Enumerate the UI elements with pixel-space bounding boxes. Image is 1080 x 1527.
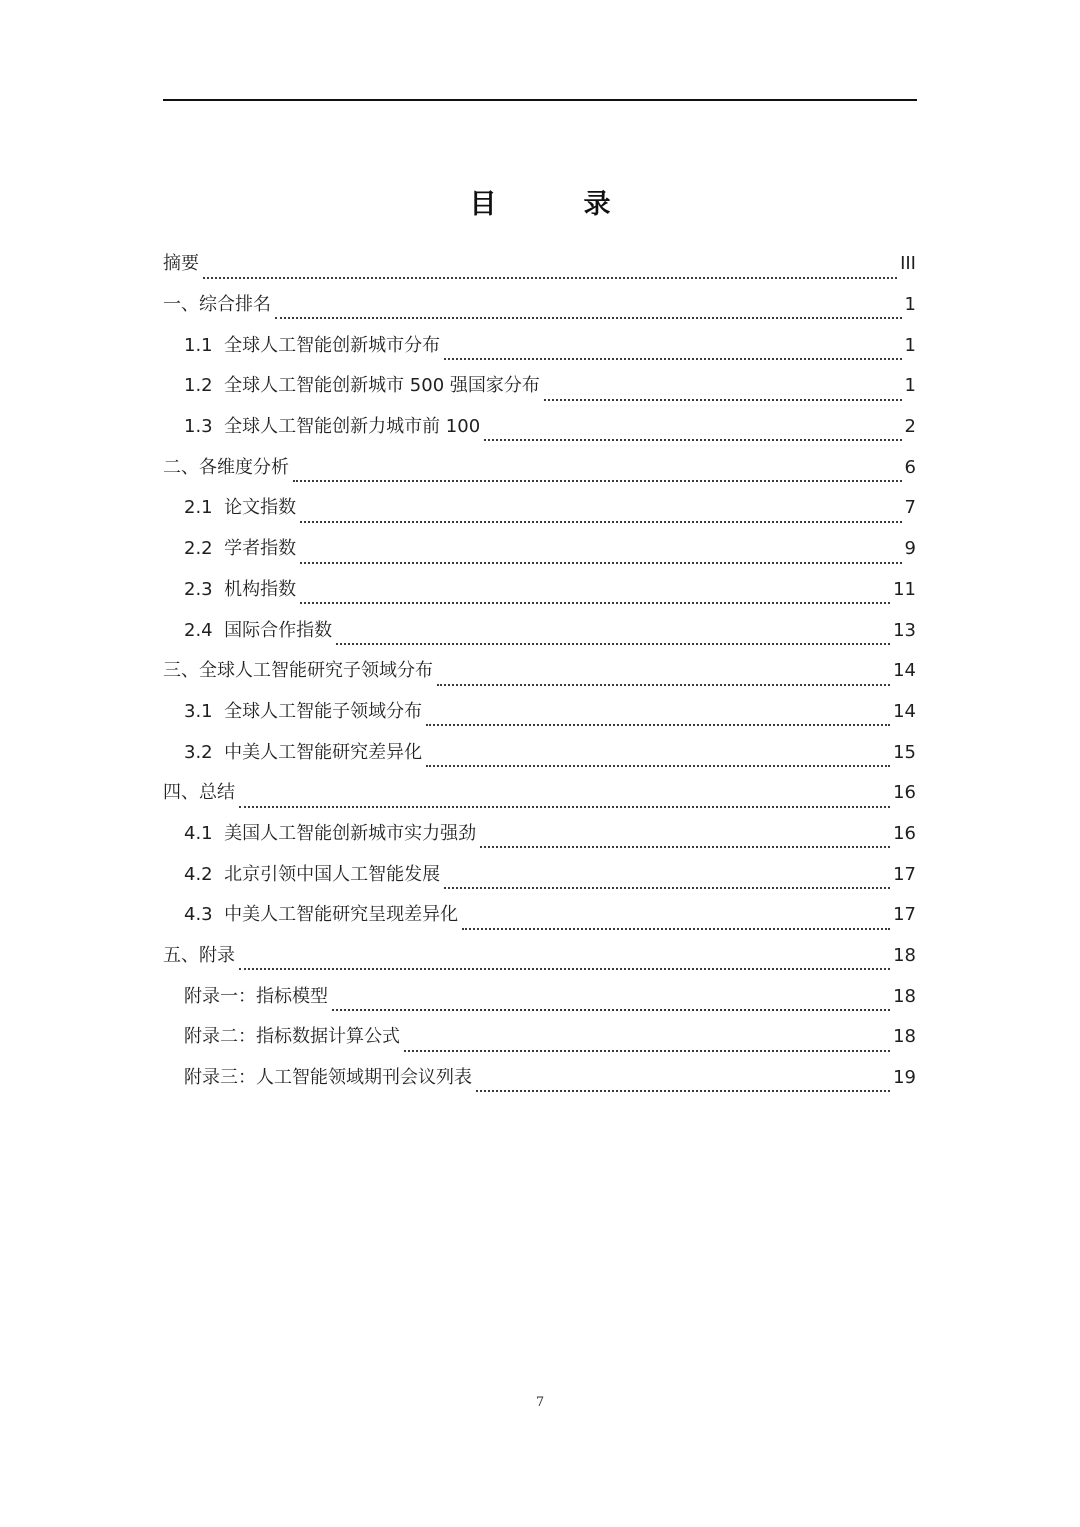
toc-dot-leader (476, 1090, 890, 1092)
toc-subsection-entry[interactable] (163, 976, 916, 1017)
toc-entry-label: 附录一：指标模型 (184, 985, 328, 1007)
toc-subsection-entry[interactable] (163, 692, 916, 733)
toc-entry-label: 论文指数 (224, 497, 297, 519)
toc-dot-leader (426, 724, 890, 726)
toc-subsection-entry[interactable] (163, 325, 916, 366)
toc-entry-label: 全球人工智能创新城市分布 (224, 334, 441, 356)
toc-dot-leader (239, 968, 890, 970)
toc-entry-number: 1.1 (184, 334, 225, 356)
toc-dot-leader (332, 1009, 890, 1011)
toc-dot-leader (300, 602, 890, 604)
toc-entry-number: 2.3 (184, 578, 225, 600)
toc-subsection-entry[interactable] (163, 732, 916, 773)
toc-subsection-entry[interactable] (163, 1058, 916, 1099)
toc-dot-leader (462, 928, 890, 930)
toc-entry-page: 1 (904, 375, 916, 397)
toc-dot-leader (484, 439, 901, 441)
toc-entry-page: 15 (893, 741, 916, 763)
toc-entry-number: 1.2 (184, 375, 225, 397)
toc-entry-page: 14 (893, 660, 916, 682)
toc-entry-label: 全球人工智能创新力城市前 100 (224, 416, 481, 438)
toc-subsection-entry[interactable] (163, 570, 916, 611)
toc-entry-number: 2.4 (184, 619, 225, 641)
toc-section-entry[interactable] (163, 244, 916, 285)
toc-subsection-entry[interactable] (163, 366, 916, 407)
toc-subsection-entry[interactable] (163, 610, 916, 651)
toc-entry-page: 19 (893, 1067, 916, 1089)
toc-entry-page: 18 (893, 1026, 916, 1048)
toc-entry-label: 三、全球人工智能研究子领域分布 (163, 660, 433, 682)
toc-dot-leader (203, 277, 897, 279)
toc-dot-leader (300, 562, 901, 564)
toc-entry-number: 2.1 (184, 497, 225, 519)
toc-dot-leader (300, 521, 901, 523)
toc-entry-number: 4.3 (184, 904, 225, 926)
toc-entry-label: 摘要 (163, 253, 199, 275)
toc-section-entry[interactable] (163, 936, 916, 977)
toc-entry-page: 14 (893, 700, 916, 722)
header-rule (163, 99, 917, 101)
toc-subsection-entry[interactable] (163, 814, 916, 855)
toc-entry-number: 4.2 (184, 863, 225, 885)
toc-dot-leader (404, 1050, 890, 1052)
toc-entry-label: 一、综合排名 (163, 294, 271, 316)
toc-subsection-entry[interactable] (163, 407, 916, 448)
toc-subsection-entry[interactable] (163, 488, 916, 529)
toc-entry-label: 五、附录 (163, 945, 235, 967)
table-of-contents (163, 244, 916, 1098)
toc-entry-label: 中美人工智能研究呈现差异化 (224, 904, 459, 926)
page-number: 7 (535, 1395, 545, 1410)
toc-entry-number: 3.2 (184, 741, 225, 763)
toc-subsection-entry[interactable] (163, 895, 916, 936)
toc-entry-page: 17 (893, 863, 916, 885)
toc-dot-leader (480, 846, 890, 848)
toc-subsection-entry[interactable] (163, 854, 916, 895)
toc-dot-leader (239, 806, 890, 808)
toc-subsection-entry[interactable] (163, 529, 916, 570)
toc-section-entry[interactable] (163, 773, 916, 814)
toc-entry-label: 美国人工智能创新城市实力强劲 (224, 822, 477, 844)
toc-entry-label: 四、总结 (163, 782, 235, 804)
toc-entry-label: 国际合作指数 (224, 619, 333, 641)
toc-entry-page: 1 (904, 334, 916, 356)
toc-entry-label: 学者指数 (224, 538, 297, 560)
toc-entry-label: 中美人工智能研究差异化 (224, 741, 423, 763)
toc-entry-page: 6 (904, 456, 916, 478)
toc-entry-page: 11 (893, 578, 916, 600)
toc-entry-page: 2 (904, 416, 916, 438)
toc-entry-page: 1 (904, 294, 916, 316)
toc-entry-number: 3.1 (184, 700, 225, 722)
toc-section-entry[interactable] (163, 285, 916, 326)
toc-dot-leader (444, 358, 901, 360)
toc-section-entry[interactable] (163, 447, 916, 488)
toc-dot-leader (437, 684, 890, 686)
toc-entry-label: 二、各维度分析 (163, 456, 289, 478)
toc-entry-page: 13 (893, 619, 916, 641)
toc-entry-page: 18 (893, 985, 916, 1007)
toc-entry-label: 机构指数 (224, 578, 297, 600)
toc-entry-label: 附录二：指标数据计算公式 (184, 1026, 400, 1048)
toc-entry-page: 7 (904, 497, 916, 519)
toc-entry-label: 全球人工智能子领域分布 (224, 700, 423, 722)
toc-dot-leader (275, 317, 902, 319)
toc-entry-page: III (900, 253, 916, 275)
toc-entry-page: 9 (904, 538, 916, 560)
toc-dot-leader (293, 480, 902, 482)
toc-entry-label: 北京引领中国人工智能发展 (224, 863, 441, 885)
toc-entry-label: 全球人工智能创新城市 500 强国家分布 (224, 375, 540, 397)
toc-entry-label: 附录三：人工智能领域期刊会议列表 (184, 1067, 472, 1089)
toc-entry-number: 1.3 (184, 416, 225, 438)
toc-entry-page: 16 (893, 782, 916, 804)
toc-entry-page: 16 (893, 822, 916, 844)
toc-entry-page: 17 (893, 904, 916, 926)
toc-entry-number: 2.2 (184, 538, 225, 560)
toc-subsection-entry[interactable] (163, 1017, 916, 1058)
toc-dot-leader (426, 765, 890, 767)
toc-entry-page: 18 (893, 945, 916, 967)
toc-section-entry[interactable] (163, 651, 916, 692)
toc-dot-leader (444, 887, 890, 889)
toc-title: 目 录 (469, 189, 641, 220)
toc-dot-leader (544, 399, 902, 401)
toc-dot-leader (336, 643, 890, 645)
toc-entry-number: 4.1 (184, 822, 225, 844)
